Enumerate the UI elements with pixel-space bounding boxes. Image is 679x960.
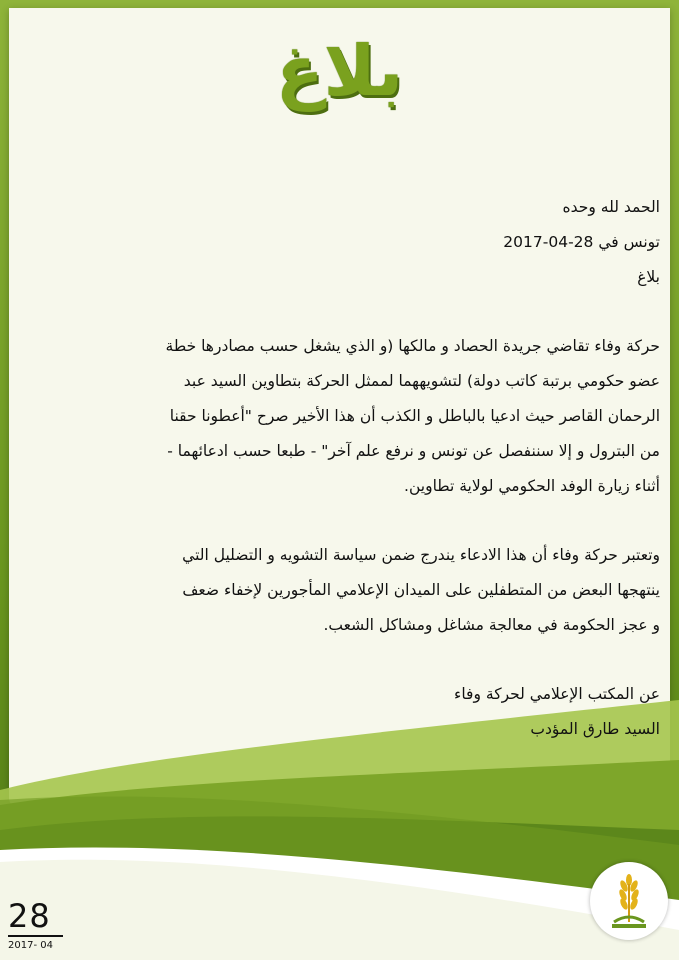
praise-line: الحمد لله وحده	[562, 198, 660, 216]
footer-month-year: 2017- 04	[8, 940, 53, 951]
footer-day: 28	[8, 897, 51, 935]
notice-label: بلاغ	[637, 268, 660, 286]
dateline: تونس في 28-04-2017	[503, 233, 660, 251]
paragraph-line: عضو حكومي برتبة كاتب دولة) لتشويههما لممثل الحركة بتطاوين السيد عبد	[183, 372, 660, 390]
paragraph-line: وتعتبر حركة وفاء أن هذا الادعاء يندرج ضمن سياسة التشويه و التضليل التي	[182, 546, 660, 564]
paragraph-line: ينتهجها البعض من المتطفلين على الميدان الإعلامي المأجورين لإخفاء ضعف	[182, 581, 660, 599]
signature-name: السيد طارق المؤدب	[530, 720, 660, 738]
footer-divider	[8, 935, 63, 937]
paragraph-line: من البترول و إلا سننفصل عن تونس و نرفع علم آخر" - طبعا حسب ادعائهما -	[167, 442, 660, 460]
signature-office: عن المكتب الإعلامي لحركة وفاء	[454, 685, 660, 703]
wheat-logo-icon	[590, 862, 668, 940]
document-body	[44, 190, 660, 747]
paragraph-line: أثناء زيارة الوفد الحكومي لولاية تطاوين.	[404, 477, 660, 495]
paragraph-line: و عجز الحكومة في معالجة مشاغل ومشاكل الشعب.	[323, 616, 660, 634]
paragraph-line: حركة وفاء تقاضي جريدة الحصاد و مالكها (و الذي يشغل حسب مصادرها خطة	[165, 337, 660, 355]
paragraph-line: الرحمان القاصر حيث ادعيا بالباطل و الكذب أن هذا الأخير صرح "أعطونا حقنا	[169, 407, 660, 425]
document-title: بلاغ	[275, 30, 404, 112]
